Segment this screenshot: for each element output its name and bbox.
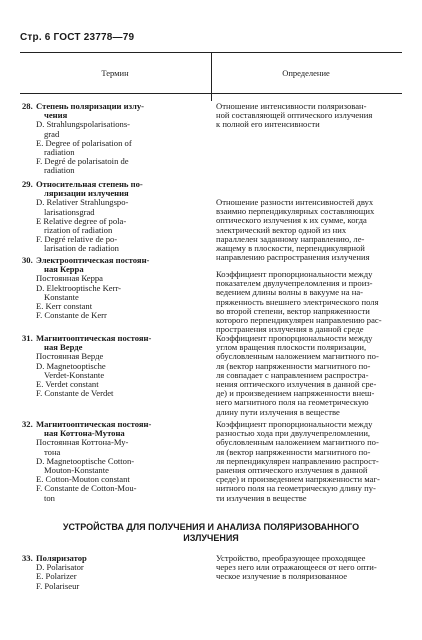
term-equivalent: E. Degree of polarisation of [36, 137, 132, 148]
term-number: 33. [22, 553, 33, 563]
definition-line: ти излучения в веществе [216, 492, 307, 503]
definition-line: обусловленным наложением магнитного по- [216, 351, 379, 362]
definition-line: ранения оптического излучения в данной [216, 465, 368, 476]
term-equivalent: тона [44, 446, 61, 457]
definition-line: пряженность внешнего электрического поля [216, 296, 379, 307]
definition-line: среде) и произведением напряженности маг- [216, 474, 380, 485]
term-cell [20, 334, 208, 417]
term-column-header: Термин [101, 68, 129, 78]
definition-line: ля совпадает с направлением распростра- [216, 369, 369, 380]
definition-line: нитного поля на геометрическую длину пу- [216, 483, 376, 494]
term-equivalent: D. Magnetooptische Cotton- [36, 455, 135, 466]
definition-line: него магнитного поля на геометрическую [216, 397, 369, 408]
definition-line: пространения излучения в данной среде [216, 324, 364, 335]
definition-line: которого перпендикулярен направлению рас- [216, 315, 382, 326]
term-equivalent: radiation [44, 147, 75, 158]
definition-line: Устройство, преобразующее проходящее [216, 553, 366, 563]
section-title [20, 522, 402, 544]
term-russian: ная Верде [44, 342, 83, 353]
definition-line: оптического излучения к их сумме, когда [216, 215, 367, 226]
definition-line: направлению распространения излучения [216, 252, 370, 263]
term-entry [20, 180, 402, 262]
term-equivalent: rization of radiation [44, 225, 113, 236]
definition-column-header: Определение [282, 68, 330, 78]
section-title-line: ИЗЛУЧЕНИЯ [183, 533, 239, 543]
term-entry [20, 102, 402, 176]
definition-line: жащему в плоскости, перпендикулярной [216, 243, 365, 254]
definition-cell [208, 334, 402, 417]
term-equivalent: E. Kerr constant [36, 301, 93, 312]
definition-line: длину пути излучения в веществе [216, 406, 340, 417]
definition-cell [208, 420, 402, 503]
term-equivalent: Постоянная Верде [36, 351, 104, 362]
definition-line: разностью хода при двулучепреломлении, [216, 428, 371, 439]
term-russian: ная Керра [44, 264, 84, 275]
term-entry [20, 334, 402, 417]
definition-line: обусловленным наложением магнитного по- [216, 437, 379, 448]
page-header: Стр. 6 ГОСТ 23778—79 [20, 32, 135, 43]
term-number: 29. [22, 179, 33, 189]
term-number: 32. [22, 419, 33, 429]
term-equivalent: Постоянная Коттона-Му- [36, 437, 129, 448]
definition-line: ля (вектор напряженности магнитного по- [216, 360, 371, 371]
term-equivalent: larisation de radiation [44, 243, 119, 254]
section-title-line: УСТРОЙСТВА ДЛЯ ПОЛУЧЕНИЯ И АНАЛИЗА ПОЛЯРИЗОВАННОГО [62, 522, 360, 532]
term-number: 28. [22, 101, 33, 111]
definition-line: показателем двулучепреломления и произ- [216, 278, 373, 289]
definition-line: во второй степени, вектор напряженности [216, 305, 370, 316]
term-equivalent: grad [44, 128, 60, 139]
term-equivalent: E. Cotton-Mouton constant [36, 474, 130, 485]
term-equivalent: ton [44, 492, 55, 503]
definition-line: взаимно перпендикулярных составляющих [216, 206, 375, 217]
definition-line: ведением длины волны в вакууме на на- [216, 287, 364, 298]
term-equivalent: Konstante [44, 291, 79, 302]
column-divider [211, 52, 212, 101]
term-equivalent: radiation [44, 165, 75, 176]
definition-line: нения оптического излучения в данной сре- [216, 379, 377, 390]
term-equivalent: D. Strahlungspolarisations- [36, 119, 131, 130]
term-cell [20, 102, 208, 176]
term-equivalent: E. Verdet constant [36, 379, 99, 390]
term-russian: Относительная степень по- [36, 179, 143, 189]
term-russian: ляризации излучения [44, 188, 129, 199]
definition-line: Коэффициент пропорциональности между [216, 419, 373, 429]
definition-line: ля (вектор напряженности магнитного по- [216, 446, 371, 457]
term-entry [20, 554, 402, 591]
term-russian: ная Коттона-Мутона [44, 428, 125, 439]
term-equivalent: F. Constante de Verdet [36, 388, 114, 399]
term-equivalent: Verdet-Konstante [44, 369, 105, 380]
definition-cell [208, 180, 402, 262]
definition-line: через него или отражающееся от него опти- [216, 562, 377, 573]
term-equivalent: E Relative degree of pola- [36, 215, 127, 226]
term-russian: Магнитооптическая постоян- [36, 333, 152, 343]
term-equivalent: D. Polarisator [36, 562, 84, 573]
definition-cell [208, 102, 402, 176]
term-russian: Степень поляризации излу- [36, 101, 145, 111]
term-equivalent: F. Constante de Cotton-Mou- [36, 483, 137, 494]
definition-line: ля перпендикулярен направлению распрост- [216, 455, 379, 466]
term-equivalent: E. Polarizer [36, 571, 77, 582]
term-equivalent: D. Magnetooptische [36, 360, 106, 371]
term-number: 30. [22, 255, 33, 265]
definition-line: электрический вектор одной из них [216, 224, 347, 235]
terms-table [20, 52, 402, 591]
term-russian: Поляризатор [36, 553, 87, 563]
term-cell [20, 256, 208, 334]
term-equivalent: F. Constante de Kerr [36, 310, 107, 321]
definition-line: параллелен заданному направлению, ле- [216, 233, 365, 244]
term-number: 31. [22, 333, 33, 343]
definition-line: Коэффициент пропорциональности между [216, 333, 373, 343]
definition-cell [208, 554, 402, 591]
term-equivalent: larisationsgrad [44, 206, 95, 217]
definition-line: де) и произведением напряженности внеш- [216, 388, 375, 399]
term-equivalent: F. Polariseur [36, 580, 80, 591]
term-cell [20, 554, 208, 591]
definition-line: ческое излучение в поляризованное [216, 571, 348, 582]
definition-line: к полной его интенсивности [216, 119, 320, 130]
term-equivalent: F. Degré de polarisatoin de [36, 156, 129, 167]
term-equivalent: Mouton-Konstante [44, 465, 109, 476]
definition-line: ной составляющей оптического излучения [216, 110, 373, 121]
term-russian: чения [44, 110, 68, 121]
term-cell [20, 180, 208, 262]
term-russian: Магнитооптическая постоян- [36, 419, 152, 429]
term-entry [20, 256, 402, 334]
definition-line: Отношение разности интенсивностей двух [216, 197, 374, 207]
definition-line: углом вращения плоскости поляризации, [216, 342, 367, 353]
definition-cell [208, 256, 402, 334]
definition-line: Отношение интенсивности поляризован- [216, 101, 367, 111]
term-entry [20, 420, 402, 503]
term-russian: Электрооптическая постоян- [36, 255, 150, 265]
definition-line: Коэффициент пропорциональности между [216, 269, 373, 279]
term-equivalent: F. Degré relative de po- [36, 234, 118, 245]
term-equivalent: Постоянная Керра [36, 273, 103, 284]
term-equivalent: D. Relativer Strahlungspo- [36, 197, 129, 208]
term-cell [20, 420, 208, 503]
term-equivalent: D. Elektrooptische Kerr- [36, 282, 122, 293]
